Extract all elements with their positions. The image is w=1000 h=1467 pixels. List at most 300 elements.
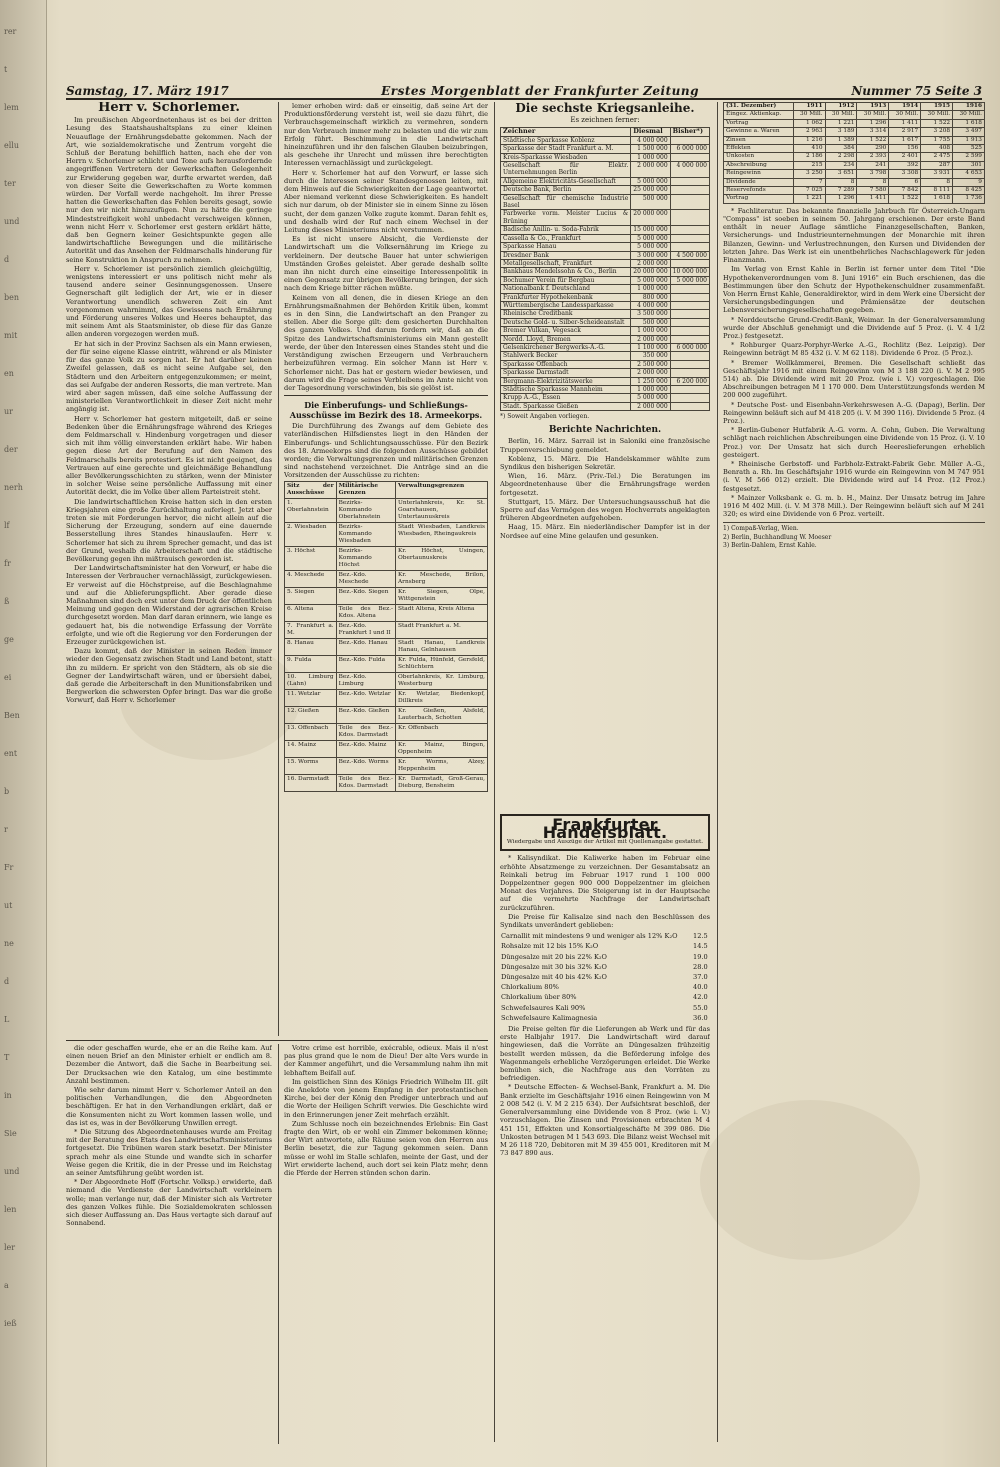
table-cell [670, 210, 709, 226]
table-cell [670, 234, 709, 242]
table-cell: 1 736 [953, 195, 985, 203]
gutter-fragment: d [4, 977, 10, 986]
feuilleton-paragraph: * Die Sitzung des Abgeordnetenhauses wurde am Freitag mit der Beratung des Etats des Landwirtschaftsministeriums fortgesetzt. Die Tribünen waren stark besetzt. Der Minister sprach mehr als eine Stunde und wandte sich in scharfer Weise gegen die Kritik, die in der Presse und im Reichstag an seiner Amtsführung geübt worden ist. [66, 1128, 272, 1178]
gutter-fragment: L [4, 1015, 10, 1024]
table-cell: 2 000 000 [631, 402, 670, 410]
table-row [501, 301, 710, 309]
table-cell: 30 Mill. [921, 111, 953, 119]
table-row [501, 352, 710, 360]
table-cell: 3 000 000 [631, 251, 670, 259]
gutter-fragment: ellu [4, 141, 20, 150]
table-cell: 2 500 000 [631, 360, 670, 368]
table-cell: 1 389 [825, 136, 857, 144]
article-paragraph: Herr v. Schorlemer ist persönlich ziemlich gleichgültig, wenigstens interessiert er uns politisch nicht mehr als tausend andere seiner Gesinnungsgenossen. Unsere Gegnerschaft gilt lediglich der Art, wie er in dieser Verantwortung unendlich schweren Zeit ein Amt vorgenommen wahrnimmt, das Gewissens nach Ernährung und Förderung unseres Volkes und Heeres behauptet, das mit seinem Amt als Staatsminister, ob diese für das Ganze allen anderen vorgezogen werden muß. [66, 264, 272, 339]
table-row [285, 723, 488, 740]
table-cell: 5 000 000 [631, 243, 670, 251]
finance-notice: * Fachliteratur. Das bekannte finanzielle Jahrbuch für Österreich-Ungarn "Compass" ist soeben in seinem 50. Jahrgang erschienen. Der erste Band enthält in neuer Auflage sämtliche Finanzgesellschaften, Banken, Versicherungs- und Industrieunternehmungen der Monarchie mit ihren Bilanzen, Gewinn- und Verlustrechnungen, den Kursen und Dividenden der letzten Jahre. Das Werk ist ein unentbehrliches Nachschlagewerk für jeden Finanzmann. [723, 206, 985, 265]
news-item: Wien, 16. März. (Priv.-Tel.) Die Beratungen im Abgeordnetenhause über die Ernährungsfrage werden fortgesetzt. [500, 472, 710, 497]
table-cell: Düngesalze mit 20 bis 22% K₂O [501, 952, 607, 961]
kali-price-table [500, 931, 710, 1023]
table-cell [670, 153, 709, 161]
table-cell [670, 402, 709, 410]
table-cell: Eingez. Aktienkap. [724, 111, 794, 119]
table-cell: 15 000 000 [631, 226, 670, 234]
table-row [285, 706, 488, 723]
table-row [501, 285, 710, 293]
feuilleton-paragraph: Zum Schlusse noch ein bezeichnendes Erlebnis: Ein Gast fragte den Wirt, ob er wohl ein Zimmer bekommen könne; der Wirt antwortete, alle Räume seien von den Herren aus Berlin besetzt, die zur Tagung gekommen seien. Dann müsse er wohl im Stalle schlafen, meinte der Gast, und der Wirt erwiderte lachend, auch dort sei kein Platz mehr, denn die Pferde der Herren stünden schon darin. [284, 1119, 488, 1178]
gutter-fragment: lem [4, 103, 19, 112]
issue-date: Samstag, 17. März 1917 [66, 84, 229, 98]
table-header: Zeichner [501, 128, 631, 136]
table-cell: 1 522 [921, 119, 953, 127]
table-cell: Rohsalze mit 12 bis 15% K₂O [501, 942, 599, 951]
table-cell: 241 [857, 161, 889, 169]
gutter-fragment: rer [4, 27, 17, 36]
table-cell [670, 259, 709, 267]
gutter-fragment: lf [4, 521, 10, 530]
table-cell: Gesellschaft für Elektr. Unternehmungen Berlin [501, 162, 631, 178]
table-row [500, 982, 710, 992]
table-cell: Sparkasse Offenbach [501, 360, 631, 368]
table-cell: Bez.-Kdo. Gießen [336, 706, 395, 723]
table-row [285, 604, 488, 621]
table-cell [670, 194, 709, 210]
table-cell: 2 298 [825, 153, 857, 161]
gutter-fragment: ler [4, 1243, 16, 1252]
table-row [501, 153, 710, 161]
table-cell: Bezirks-Kommando Höchst [336, 546, 395, 570]
table-row [724, 187, 985, 195]
table-row [501, 210, 710, 226]
article-headline-2: Die Einberufungs- und Schließungs-Ausschüsse im Bezirk des 18. Armeekorps. [289, 400, 483, 421]
left-gutter-previous-page [0, 0, 47, 1467]
table-cell: 1 250 000 [631, 377, 670, 385]
gutter-fragment: ut [4, 901, 13, 910]
table-cell: 410 [793, 145, 825, 153]
column-kriegsanleihe [500, 102, 710, 804]
table-cell [670, 386, 709, 394]
table-cell: Kr. Meschede, Brilon, Arnsberg [395, 570, 487, 587]
table-cell: Schwefelsaure Kalimagnesia [501, 1013, 598, 1022]
table-cell: 40.0 [693, 983, 708, 992]
table-cell: 13. Offenbach [285, 723, 337, 740]
table-cell: Kr. Gießen, Alsfeld, Lauterbach, Schotten [395, 706, 487, 723]
table-cell: 2 000 000 [631, 335, 670, 343]
table-cell: Krupp A.-G., Essen [501, 394, 631, 402]
table-cell: Bez.-Kdo. Mainz [336, 740, 395, 757]
table-cell: 3 651 [825, 170, 857, 178]
table-row [285, 774, 488, 791]
table-footnote: *) Soweit Angaben vorliegen. [500, 413, 590, 421]
column-einberufung [284, 102, 488, 1036]
table-cell: 12.5 [693, 932, 708, 941]
table-cell: Bezirks-Kommando Wiesbaden [336, 522, 395, 546]
finance-notice: * Rohburger Quarz-Porphyr-Werke A.-G., Rochlitz (Bez. Leipzig). Der Reingewinn beträgt M 85 432 (i. V. M 62 118). Dividende 6 Proz. (5 Proz.). [723, 341, 985, 358]
footer-note: 1) Compaß-Verlag, Wien. [723, 525, 799, 533]
table-cell: 301 [953, 161, 985, 169]
gutter-fragment: ben [4, 293, 20, 302]
table-cell [670, 360, 709, 368]
table-cell: 500 000 [631, 194, 670, 210]
table-cell: 1 618 [953, 119, 985, 127]
table-cell: Teile des Bez.-Kdos. Darmstadt [336, 774, 395, 791]
table-cell [670, 310, 709, 318]
column-schorlemer [66, 102, 272, 1036]
feuilleton-paragraph: die oder geschaffen wurde, ehe er an die Reihe kam. Auf einen neuen Brief an den Minister erhielt er endlich am 8. Dezember die Antwort, daß die Sache in Bearbeitung sei. Der Drucksachen wie den Katalog, um eine bestimmte Anzahl bestimmen. [66, 1044, 272, 1085]
table-cell: Stadt Altena, Kreis Altena [395, 604, 487, 621]
table-cell: Württembergische Landessparkasse [501, 301, 631, 309]
table-cell [670, 293, 709, 301]
table-cell: 2 393 [857, 153, 889, 161]
table-cell: Gewinne a. Waren [724, 128, 794, 136]
table-cell: 5. Siegen [285, 587, 337, 604]
table-cell: Stadt. Sparkasse Gießen [501, 402, 631, 410]
table-row [724, 161, 985, 169]
feuilleton-left [66, 1044, 272, 1444]
news-item: Berlin, 16. März. Sarrail ist in Saloniki eine französische Truppenverschiebung gemeldet. [500, 437, 710, 454]
footer-notes [723, 522, 985, 550]
table-cell: 7 [793, 178, 825, 186]
table-cell: 1 617 [889, 136, 921, 144]
table-header: Diesmal [631, 128, 670, 136]
table-cell: 30 Mill. [953, 111, 985, 119]
table-cell: 15. Worms [285, 757, 337, 774]
gutter-fragment: ter [4, 179, 16, 188]
table-row [501, 226, 710, 234]
table-row [501, 310, 710, 318]
table-cell: Chlorkalium über 80% [501, 993, 577, 1002]
table-row [724, 111, 985, 119]
table-cell: Dividende [724, 178, 794, 186]
gutter-fragment: r [4, 825, 8, 834]
article-paragraph: Die Preise für Kalisalze sind nach den Beschlüssen des Syndikats unverändert geblieben: [500, 912, 710, 930]
table-row [501, 360, 710, 368]
table-cell: 1 221 [793, 195, 825, 203]
table-row [500, 952, 710, 962]
table-row [500, 931, 710, 941]
table-cell: 287 [921, 161, 953, 169]
table-cell: Bez.-Kdo. Fulda [336, 655, 395, 672]
table-cell: Deutsche Bank, Berlin [501, 186, 631, 194]
table-row [724, 136, 985, 144]
article-paragraph: * Kalisyndikat. Die Kaliwerke haben im Februar eine erhöhte Absatzmenge zu verzeichnen. Der Gesamtabsatz an Reinkali betrug im Februar 1917 rund 1 100 000 Doppelzentner gegen 900 000 Doppelzentner im gleichen Monat des Vorjahres. Die Steigerung ist in der Hauptsache auf die vermehrte Nachfrage der Landwirtschaft zurückzuführen. [500, 854, 710, 912]
table-cell: 6 200 000 [670, 377, 709, 385]
table-cell: Kr. Wetzlar, Biedenkopf, Dillkreis [395, 689, 487, 706]
table-cell: 408 [921, 145, 953, 153]
news-item: Haag, 15. März. Ein niederländischer Dampfer ist in der Nordsee auf eine Mine gelaufen und gesunken. [500, 523, 710, 540]
table-cell: 42.0 [693, 993, 708, 1002]
table-row [501, 194, 710, 210]
table-header: 1913 [857, 103, 889, 111]
page-number: Nummer 75 Seite 3 [851, 84, 982, 98]
article-paragraph: Herr v. Schorlemer hat gestern mitgeteilt, daß er seine Bedenken über die Ernährungsfrage während des Krieges dem Feldmarschall v. Hindenburg vorgetragen und dieser sich mit ihm völlig einverstanden erklärt habe. Wir haben gegen diese Art der Berufung auf den Namen des Feldmarschalls bereits protestiert. Es ist nicht geeignet, das Vertrauen auf eine gerechte und gleichmäßige Behandlung aller Bevölkerungsschichten zu stärken, wenn der Minister in solcher Weise seine persönliche Auffassung mit einer Autorität deckt, die im Volke über allem Parteistreit steht. [66, 414, 272, 497]
table-row [501, 402, 710, 410]
table-row [285, 621, 488, 638]
table-row [285, 546, 488, 570]
table-row [500, 962, 710, 972]
table-header: 1911 [793, 103, 825, 111]
table-cell: 5 000 000 [631, 234, 670, 242]
table-cell: 37.0 [693, 973, 708, 982]
table-cell: Düngesalze mit 30 bis 32% K₂O [501, 962, 607, 971]
finance-notice: * Deutsche Post- und Eisenbahn-Verkehrswesen A.-G. (Dapag), Berlin. Der Reingewinn beläuft sich auf M 418 205 (i. V. M 390 116). Dividende 5 Proz. (4 Proz.). [723, 400, 985, 425]
table-cell: 2 475 [921, 153, 953, 161]
table-cell: 3 798 [857, 170, 889, 178]
table-cell: 1 221 [825, 119, 857, 127]
table-cell: 2 000 000 [631, 259, 670, 267]
table-cell [670, 335, 709, 343]
table-row [724, 145, 985, 153]
table-row [501, 318, 710, 326]
table-cell: 6. Altena [285, 604, 337, 621]
table-cell: Sparkasse Darmstadt [501, 369, 631, 377]
table-cell: Nationalbank f. Deutschland [501, 285, 631, 293]
table-cell: Oberlahnkreis, Kr. Limburg, Westerburg [395, 672, 487, 689]
gutter-fragment: a [4, 1281, 9, 1290]
article-paragraph: Er hat sich in der Provinz Sachsen als ein Mann erwiesen, der für seine eigene Klasse eintritt, während er als Minister für das ganze Volk zu sorgen hat. Er hat darüber keinen Zweifel gelassen, daß es nicht seine Aufgabe sei, den Städtern und den Arbeitern entgegenzukommen; er meint, das sei Aufgabe der anderen Ressorts, die man vertrete. Man wird aber sagen müssen, daß eine solche Auffassung der ministeriellen Verantwortlichkeit in dieser Zeit nicht mehr angängig ist. [66, 339, 272, 414]
table-cell: 10. Limburg (Lahn) [285, 672, 337, 689]
table-cell: 11. Wetzlar [285, 689, 337, 706]
table-cell: Schwefelsaures Kali 90% [501, 1003, 586, 1012]
article-headline: Die sechste Kriegsanleihe. [515, 102, 695, 115]
table-cell: 1 216 [793, 136, 825, 144]
table-cell [670, 369, 709, 377]
table-row [724, 128, 985, 136]
table-cell: 3 189 [825, 128, 857, 136]
table-cell: Bez.-Kdo. Limburg [336, 672, 395, 689]
finance-notice: * Berlin-Gubener Hutfabrik A.-G. vorm. A. Cohn, Guben. Die Verwaltung schlägt nach reichlichen Abschreibungen eine Dividende von 15 Proz. (i. V. 10 Proz.) vor. Der Umsatz hat sich durch Heereslieferungen erheblich gesteigert. [723, 426, 985, 459]
table-cell: Unterlahnkreis, Kr. St. Goarshausen, Untertaunuskreis [395, 498, 487, 522]
table-cell: 1 500 000 [631, 145, 670, 153]
table-cell: 8 111 [921, 187, 953, 195]
table-cell: 156 [889, 145, 921, 153]
table-header: (31. Dezember) [724, 103, 794, 111]
table-cell: Zinsen [724, 136, 794, 144]
column-finance [723, 102, 985, 1442]
table-cell: Bankhaus Mendelssohn & Co., Berlin [501, 268, 631, 276]
handelsblatt-continued [500, 1025, 710, 1157]
table-cell: 392 [889, 161, 921, 169]
table-cell: 1 411 [889, 119, 921, 127]
news-list [500, 437, 710, 539]
table-cell: Dresdner Bank [501, 251, 631, 259]
table-row [501, 276, 710, 284]
table-row [501, 335, 710, 343]
table-cell [670, 136, 709, 144]
table-cell: 215 [793, 161, 825, 169]
table-cell: Vortrag [724, 119, 794, 127]
gutter-fragment: ur [4, 407, 13, 416]
table-cell: 6 000 000 [670, 343, 709, 351]
table-cell: 1 913 [953, 136, 985, 144]
table-cell: Stadt Wiesbaden, Landkreis Wiesbaden, Rheingaukreis [395, 522, 487, 546]
table-row [285, 570, 488, 587]
table-row [500, 941, 710, 951]
gutter-fragment: und [4, 217, 20, 226]
table-row [501, 243, 710, 251]
table-cell: 1 522 [889, 195, 921, 203]
finance-notice: * Bremer Wollkämmerei, Bremen. Die Gesellschaft schließt das Geschäftsjahr 1916 mit einem Reingewinn von M 3 188 220 (i. V. M 2 995 514) ab. Die Dividende wird mit 20 Proz. (wie i. V.) vorgeschlagen. Die Abschreibungen betragen M 1 170 000. Dem Unterstützungsfonds werden M 200 000 zugeführt. [723, 358, 985, 400]
news-item: Stuttgart, 15. März. Der Untersuchungsausschuß hat die Sperre auf das Vermögen des wegen Hochverrats angeklagten früheren Abgeordneten aufgehoben. [500, 497, 710, 523]
table-cell: 800 000 [631, 293, 670, 301]
table-cell: 9. Fulda [285, 655, 337, 672]
table-cell: 55.0 [693, 1003, 708, 1012]
table-row [285, 672, 488, 689]
gutter-fragment: ent [4, 749, 18, 758]
table-cell: 525 [953, 145, 985, 153]
article-body [66, 116, 272, 704]
table-cell: 3 500 000 [631, 310, 670, 318]
table-header: 1912 [825, 103, 857, 111]
table-cell: Gesellschaft für chemische Industrie Basel [501, 194, 631, 210]
table-cell: 5 000 000 [631, 276, 670, 284]
page-header [66, 80, 982, 100]
table-cell: 3 931 [921, 170, 953, 178]
table-cell: Unkosten [724, 153, 794, 161]
article-paragraph: Die landwirtschaftlichen Kreise hatten sich in den ersten Kriegsjahren eine große Zurückhaltung auferlegt. Jetzt aber treten sie mit Forderungen hervor, die nicht allein auf die Sicherung der Erzeugung, sondern auf eine dauernde Besserstellung ihres Standes hinauslaufen. Herr v. Schorlemer hat sich zu ihrem Sprecher gemacht, und das ist der Grund, weshalb die Arbeiterschaft und die städtische Bevölkerung gegen ihn mißtrauisch geworden ist. [66, 497, 272, 563]
table-row [501, 259, 710, 267]
table-cell: 1 296 [857, 119, 889, 127]
table-cell: 8 [921, 178, 953, 186]
table-cell: 8 425 [953, 187, 985, 195]
gutter-fragment: ge [4, 635, 14, 644]
table-cell: Kr. Fulda, Hünfeld, Gersfeld, Schlüchtern [395, 655, 487, 672]
gutter-fragment: b [4, 787, 10, 796]
table-cell: 7 580 [857, 187, 889, 195]
table-cell: Cassella & Co., Frankfurt [501, 234, 631, 242]
gutter-fragment: Sie [4, 1129, 17, 1138]
feuilleton-paragraph: Im geistlichen Sinn des Königs Friedrich Wilhelm III. gilt die Anekdote von jenem Empfang in der protestantischen Kirche, bei der der König den Prediger unterbrach und auf die Worte der Heiligen Schrift verwies. Die Geschichte wird in den Erinnerungen jener Zeit mehrfach erzählt. [284, 1077, 488, 1119]
table-header: Sitz der Ausschüsse [285, 481, 337, 498]
table-cell: Bez.-Kdo. Wetzlar [336, 689, 395, 706]
table-cell: 30 Mill. [793, 111, 825, 119]
table-row [285, 689, 488, 706]
gutter-fragment: en [4, 369, 14, 378]
table-cell: 2 186 [793, 153, 825, 161]
table-cell [670, 352, 709, 360]
table-header: Verwaltungsgrenzen [395, 481, 487, 498]
article-paragraph: Es ist nicht unsere Absicht, die Verdienste der Landwirtschaft um die Volksernährung im Kriege zu verkleinern. Der deutsche Bauer hat unter schwierigen Umständen Großes geleistet. Aber gerade deshalb sollte man ihn nicht durch eine einseitige Interessenpolitik in einen Gegensatz zur übrigen Bevölkerung bringen, der sich nach dem Kriege bitter rächen müßte. [284, 235, 488, 293]
article-paragraph: lemer erhoben wird: daß er einseitig, daß seine Art der Produktionsförderung versteht ist, weil sie dazu führt, die Verbrauchsgemeinschaft wirklich zu vermehren, sondern nur den Verbrauch immer mehr zu belasten und die wir zum Erfolg führt. Beschimmung in die Landwirtschaft hineinzuführen und ihr den falschen Glauben beizubringen, als geschehe ihr Unrecht und müssen ihre berechtigten Interessen vernachlässigt und zurückgelegt. [284, 102, 488, 168]
table-cell: Kr. Höchst, Usingen, Obertaunuskreis [395, 546, 487, 570]
feuilleton-paragraph: Votre crime est horrible, exécrable, odieux. Mais il n'est pas plus grand que le nom de Dieu! Der alte Vers wurde in der Kammer angeführt, und die Versammlung nahm ihn mit lebhaftem Beifall auf. [284, 1044, 488, 1077]
table-cell: 2 401 [889, 153, 921, 161]
ausschuesse-table [284, 481, 488, 792]
paper-name: Erstes Morgenblatt der Frankfurter Zeitung [381, 84, 699, 98]
table-cell: Rheinische Creditbank [501, 310, 631, 318]
table-cell: 3. Höchst [285, 546, 337, 570]
table-row [285, 638, 488, 655]
article-intro: Die Durchführung des Zwangs auf dem Gebiete des vaterländischen Hilfsdienstes liegt in den Händen der Einberufungs- und Schlichtungsausschüsse. Für den Bezirk des 18. Armeekorps sind die folgenden Ausschüsse gebildet worden; die Verwaltungsgrenzen und militärischen Grenzen sind nachstehend verzeichnet. Die Anträge sind an die Vorsitzenden der Ausschüsse zu richten: [284, 422, 488, 480]
table-cell: Kr. Worms, Alzey, Heppenheim [395, 757, 487, 774]
table-row [724, 119, 985, 127]
table-cell: 28.0 [693, 962, 708, 971]
table-cell: Kr. Siegen, Olpe, Wittgenstein [395, 587, 487, 604]
table-cell: Metallgesellschaft, Frankfurt [501, 259, 631, 267]
table-cell: Stadt Frankfurt a. M. [395, 621, 487, 638]
table-cell: 6 000 000 [670, 145, 709, 153]
table-row [501, 394, 710, 402]
table-cell: 2 000 000 [631, 162, 670, 178]
table-cell: 1 411 [857, 195, 889, 203]
table-cell: 4 000 000 [631, 136, 670, 144]
table-cell [670, 226, 709, 234]
footer-note: 3) Berlin-Dahlem, Ernst Kahle. [723, 541, 817, 549]
feuilleton-middle [284, 1044, 488, 1444]
table-cell: 8. Hanau [285, 638, 337, 655]
handelsblatt-body [500, 854, 710, 929]
table-row [500, 1003, 710, 1013]
table-cell: Bez.-Kdo. Meschede [336, 570, 395, 587]
table-cell: 1 522 [857, 136, 889, 144]
table-cell: 2. Wiesbaden [285, 522, 337, 546]
handelsblatt-subtitle: Wiedergabe und Auszüge der Artikel mit Quellenangabe gestattet. [506, 839, 704, 846]
table-cell: 3 250 [793, 170, 825, 178]
article-subhead: Es zeichnen ferner: [570, 116, 640, 125]
table-cell [670, 318, 709, 326]
gutter-fragment: nerh [4, 483, 23, 492]
table-header: Militärische Grenzen [336, 481, 395, 498]
table-row [501, 327, 710, 335]
table-row [724, 178, 985, 186]
table-cell: Bezirks-Kommando Oberlahnstein [336, 498, 395, 522]
table-cell: 30 Mill. [889, 111, 921, 119]
table-cell: Vortrag [724, 195, 794, 203]
article-paragraph: Die Preise gelten für die Lieferungen ab Werk und für das erste Halbjahr 1917. Die Landwirtschaft wird darauf hingewiesen, daß die Vorräte an Düngesalzen frühzeitig bestellt werden müssen, da die Beförderung infolge des Wagenmangels erhebliche Verzögerungen erleidet. Die Werke bemühen sich, die Nachfrage aus den Vorräten zu befriedigen. [500, 1025, 710, 1083]
article-paragraph: Der Landwirtschaftsminister hat den Vorwurf, er habe die Interessen der Verbraucher vernachlässigt, zurückgewiesen. Er verweist auf die Höchstpreise, auf die Beschlagnahme und auf die Ablieferungspflicht. Aber gerade diese Maßnahmen sind doch erst unter dem Druck der öffentlichen Meinung und gegen den Widerstand der agrarischen Kreise durchgesetzt worden. Man darf daran erinnern, wie lange es gedauert hat, bis die notwendige Erfassung der Vorräte erfolgte, und wie oft die Regierung vor den Forderungen der Erzeuger zurückgewichen ist. [66, 564, 272, 646]
table-row [500, 972, 710, 982]
table-cell [670, 301, 709, 309]
gutter-fragment: ß [4, 597, 10, 606]
gutter-fragment: ne [4, 939, 14, 948]
table-row [501, 268, 710, 276]
table-cell: Bez.-Kdo. Frankfurt I und II [336, 621, 395, 638]
table-row [501, 343, 710, 351]
table-row [500, 1013, 710, 1023]
table-cell: 25 000 000 [631, 186, 670, 194]
gutter-fragment: ieß [4, 1319, 17, 1328]
table-header: 1916 [953, 103, 985, 111]
table-cell: 384 [825, 145, 857, 153]
table-cell [670, 186, 709, 194]
table-cell: 7. Frankfurt a. M. [285, 621, 337, 638]
table-cell: Effekten [724, 145, 794, 153]
table-row [285, 522, 488, 546]
table-cell: 234 [825, 161, 857, 169]
table-row [285, 757, 488, 774]
table-cell: 290 [857, 145, 889, 153]
table-cell: Sparkasse Hanau [501, 243, 631, 251]
table-cell: 10 000 000 [670, 268, 709, 276]
table-row [285, 587, 488, 604]
table-cell: 2 917 [889, 128, 921, 136]
table-cell: 6 [889, 178, 921, 186]
article-paragraph: Keinem von all denen, die in diesen Kriege an den Ernährungsmaßnahmen der Behörden Kritik üben, kommt es in den Sinn, die Landwirtschaft an den Pranger zu stellen. Aber die Sorge gilt: dem gesicherten Durchhalten des ganzen Volkes. Und darum fordern wir, daß an die Spitze des Landwirtschaftsministeriums ein Mann gestellt werde, der über den Interessen eines Standes steht und die Verständigung zwischen Erzeugern und Verbrauchern herbeizuführen vermag. Ein solcher Mann ist Herr v. Schorlemer nicht. Das hat er gestern wieder bewiesen, und darum wird die Frage seines Verbleibens im Amte nicht von der Tagesordnung verschwinden, bis sie gelöst ist. [284, 293, 488, 392]
article-paragraph: Im preußischen Abgeordnetenhaus ist es bei der dritten Lesung des Staatshaushaltsplans zu einer kleinen Neuauflage der Ernährungsdebatte gekommen. Nach der Art, wie sozialdemokratische und Zentrum vorgeht die Schluß der Beratung behilflich hatten, nach ehe der von Herrn v. Schorlemer schlicht und Tone aufs herausfordernde angegriffenen Vertretern der Gewerkschaften Gelegenheit zur Erwiderung gegeben war, durfte erwartet werden, daß von dieser Seite die Gewerkschaften zu Worte kommen würden. Der Vorfall werde nachgeholt. Im ihrer Presse hatten die Gewerkschaften das Fehlen bereits gesagt, sowie nur den wir nicht hinzuzufügen. Nun zu hätte die geringe Mindeststreifigkeit wohl unbedacht verschweigen können, wenn nicht Herr v. Schorlemer erst gestern erklärt hätte, daß ben Gegnern keiner Gesichtspunkte gegen alle landwirtschaftliche Bewegungen und die militärische Autorität und das Ansehen der Feldmarschalls hinderung für seine Konstruktion in Anspruch zu nehmen. [66, 116, 272, 264]
gutter-fragment: und [4, 1167, 20, 1176]
table-cell: Farbwerke vorm. Meister Lucius & Brüning [501, 210, 631, 226]
table-cell [670, 285, 709, 293]
table-cell: 1 000 000 [631, 386, 670, 394]
gutter-fragment: Ben [4, 711, 20, 720]
table-cell: 7 289 [825, 187, 857, 195]
table-row [501, 251, 710, 259]
table-row [285, 740, 488, 757]
table-cell: Bez.-Kdo. Hanau [336, 638, 395, 655]
article-paragraph: Dazu kommt, daß der Minister in seinen Reden immer wieder den Gegensatz zwischen Stadt und Land betont, statt ihn zu mildern. Er spricht von den Städtern, als ob sie die Gegner der Landwirtschaft wären, und er übersieht dabei, daß gerade die Arbeiterschaft in den Munitionsfabriken und Bergwerken die schwersten Opfer bringt. Das war die große Vorwurf, daß Herr v. Schorlemer [66, 647, 272, 705]
table-cell: 4 500 000 [670, 251, 709, 259]
table-cell: 4. Meschede [285, 570, 337, 587]
